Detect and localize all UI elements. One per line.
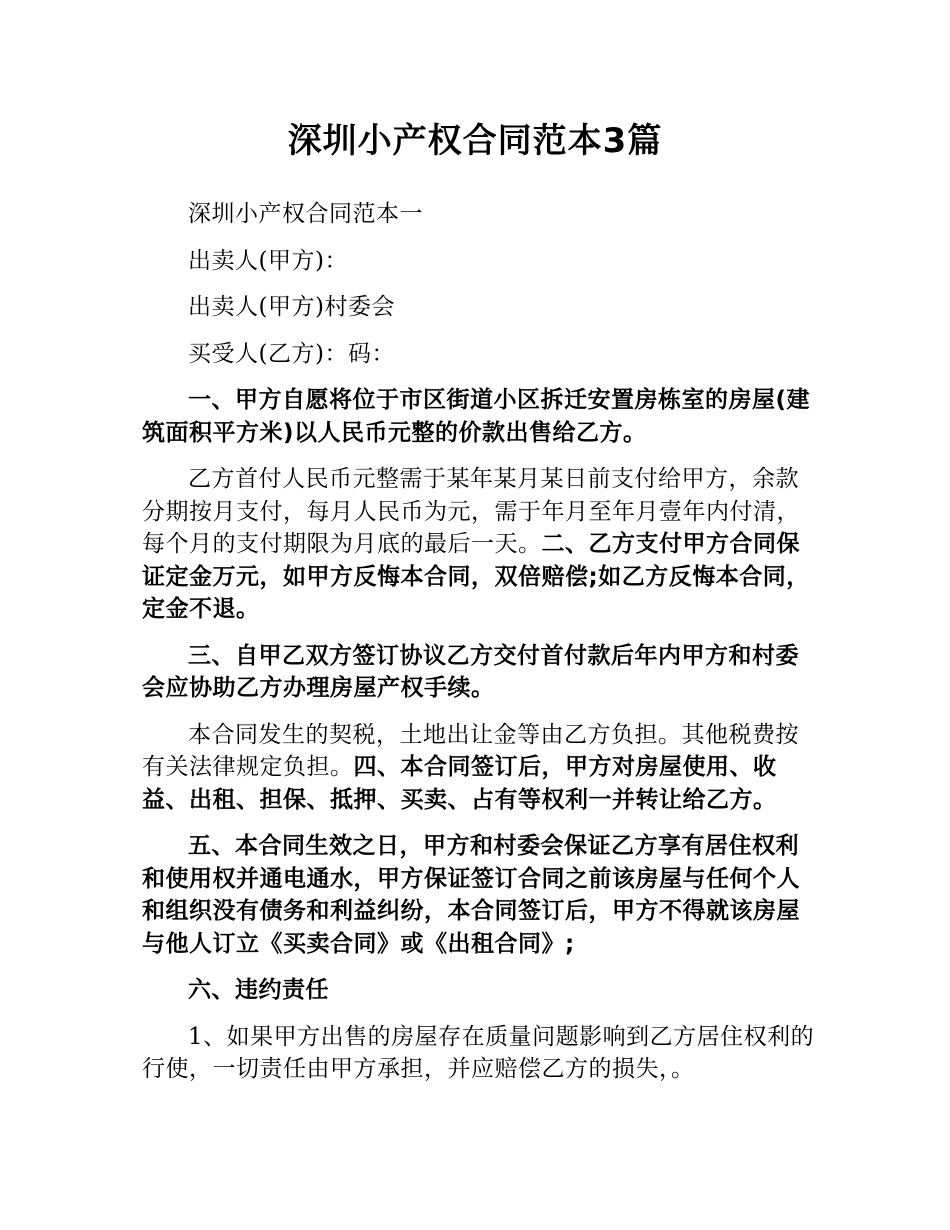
paragraph-clause-5: 五、本合同生效之日，甲方和村委会保证乙方享有居住权利和使用权并通电通水，甲方保证签订合同之前该房屋与任何个人和组织没有债务和利益纠纷，本合同签订后，甲方不得就该房屋与他人订立《买卖合同》或《出租合同》; xyxy=(142,833,800,957)
paragraph-clause-3: 三、自甲乙双方签订协议乙方交付首付款后年内甲方和村委会应协助乙方办理房屋产权手续。 xyxy=(142,642,799,701)
paragraph-buyer-label: 买受人(乙方)：码： xyxy=(188,340,395,367)
paragraph-clause-6-heading: 六、违约责任 xyxy=(188,977,329,1003)
payment-terms-text: 乙方首付人民币元整需于某年某月某日前支付给甲方，余款分期按月支付，每月人民币为元，需于年月至年月壹年内付清，每个月的支付期限为月底的最后一天。 xyxy=(142,466,800,557)
document-body xyxy=(142,198,816,1100)
paragraph-payment xyxy=(142,463,816,626)
taxes-text: 本合同发生的契税，土地出让金等由乙方负担。其他税费按有关法律规定负担。 xyxy=(142,721,799,780)
paragraph-taxes xyxy=(142,719,816,817)
paragraph-liability-1: 1、如果甲方出售的房屋存在质量问题影响到乙方居住权利的行使，一切责任由甲方承担，并应赔偿乙方的损失，。 xyxy=(142,1023,815,1082)
clause-4-text: 四、本合同签订后，甲方对房屋使用、收益、出租、担保、抵押、买卖、占有等权利一并转让给乙方。 xyxy=(142,754,777,813)
paragraph-clause-1: 一、甲方自愿将位于市区街道小区拆迁安置房栋室的房屋(建筑面积平方米)以人民币元整的价款出售给乙方。 xyxy=(142,387,811,446)
paragraph-seller-committee: 出卖人(甲方)村委会 xyxy=(188,294,395,320)
clause-2-text: 二、乙方支付甲方合同保证定金万元，如甲方反悔本合同，双倍赔偿;如乙方反悔本合同，定金不退。 xyxy=(142,531,810,622)
paragraph-seller-label: 出卖人(甲方)： xyxy=(188,247,348,274)
document-title: 深圳小产权合同范本3篇 xyxy=(287,121,663,161)
paragraph-contract-heading: 深圳小产权合同范本一 xyxy=(188,201,423,227)
